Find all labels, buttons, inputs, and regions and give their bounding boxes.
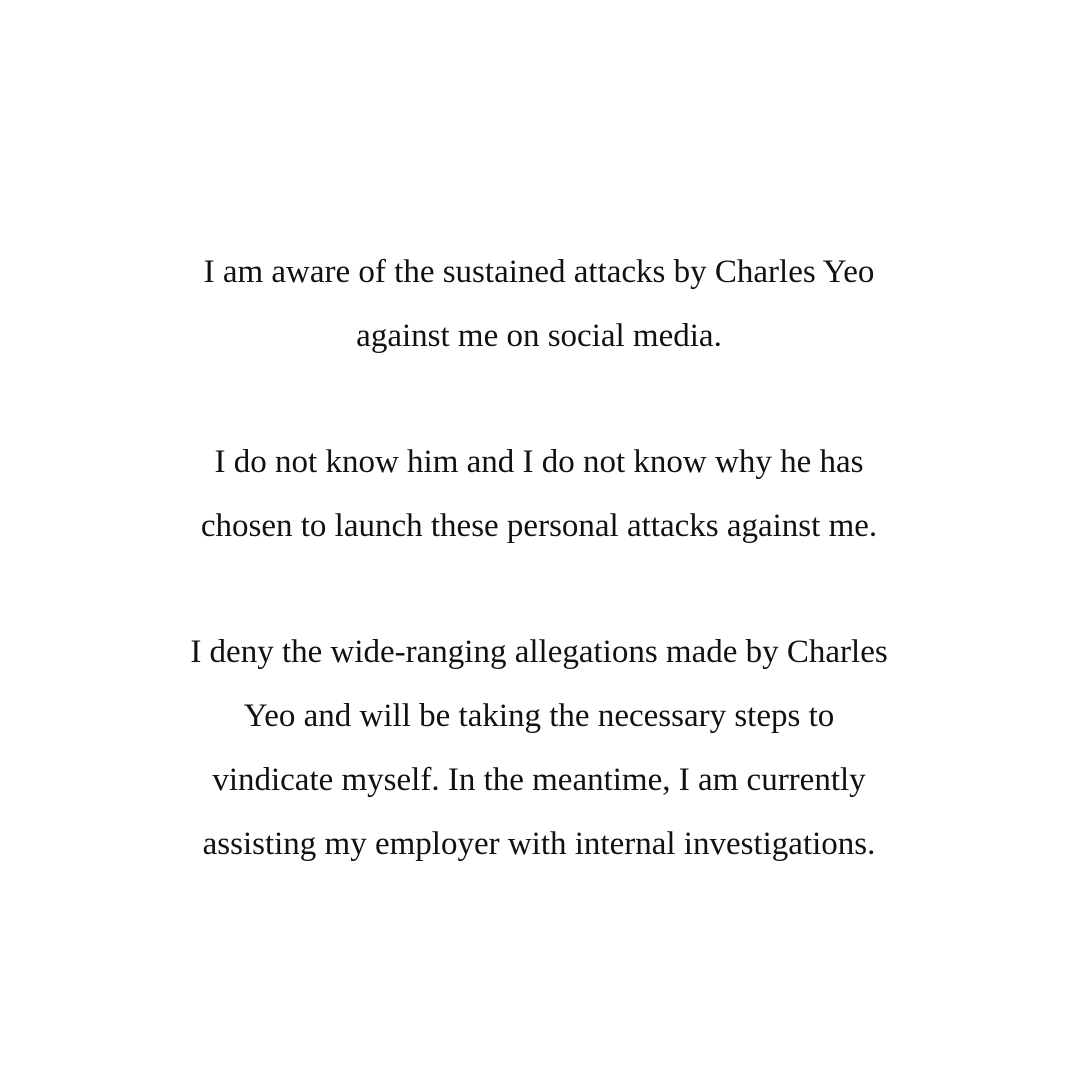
statement-text	[0, 240, 1078, 876]
statement-line: I am aware of the sustained attacks by Charles Yeo	[203, 254, 875, 290]
statement-paragraph-3	[0, 620, 1078, 876]
statement-line: Yeo and will be taking the necessary steps to	[243, 698, 835, 734]
statement-line: I deny the wide-ranging allegations made by Charles	[190, 634, 888, 670]
statement-line: against me on social media.	[356, 318, 722, 354]
statement-line: I do not know him and I do not know why he has	[214, 444, 864, 480]
statement-line: vindicate myself. In the meantime, I am currently	[212, 762, 866, 798]
statement-line: assisting my employer with internal investigations.	[202, 826, 876, 862]
statement-paragraph-1	[0, 240, 1078, 368]
statement-line: chosen to launch these personal attacks against me.	[200, 508, 878, 544]
statement-paragraph-2	[0, 430, 1078, 558]
